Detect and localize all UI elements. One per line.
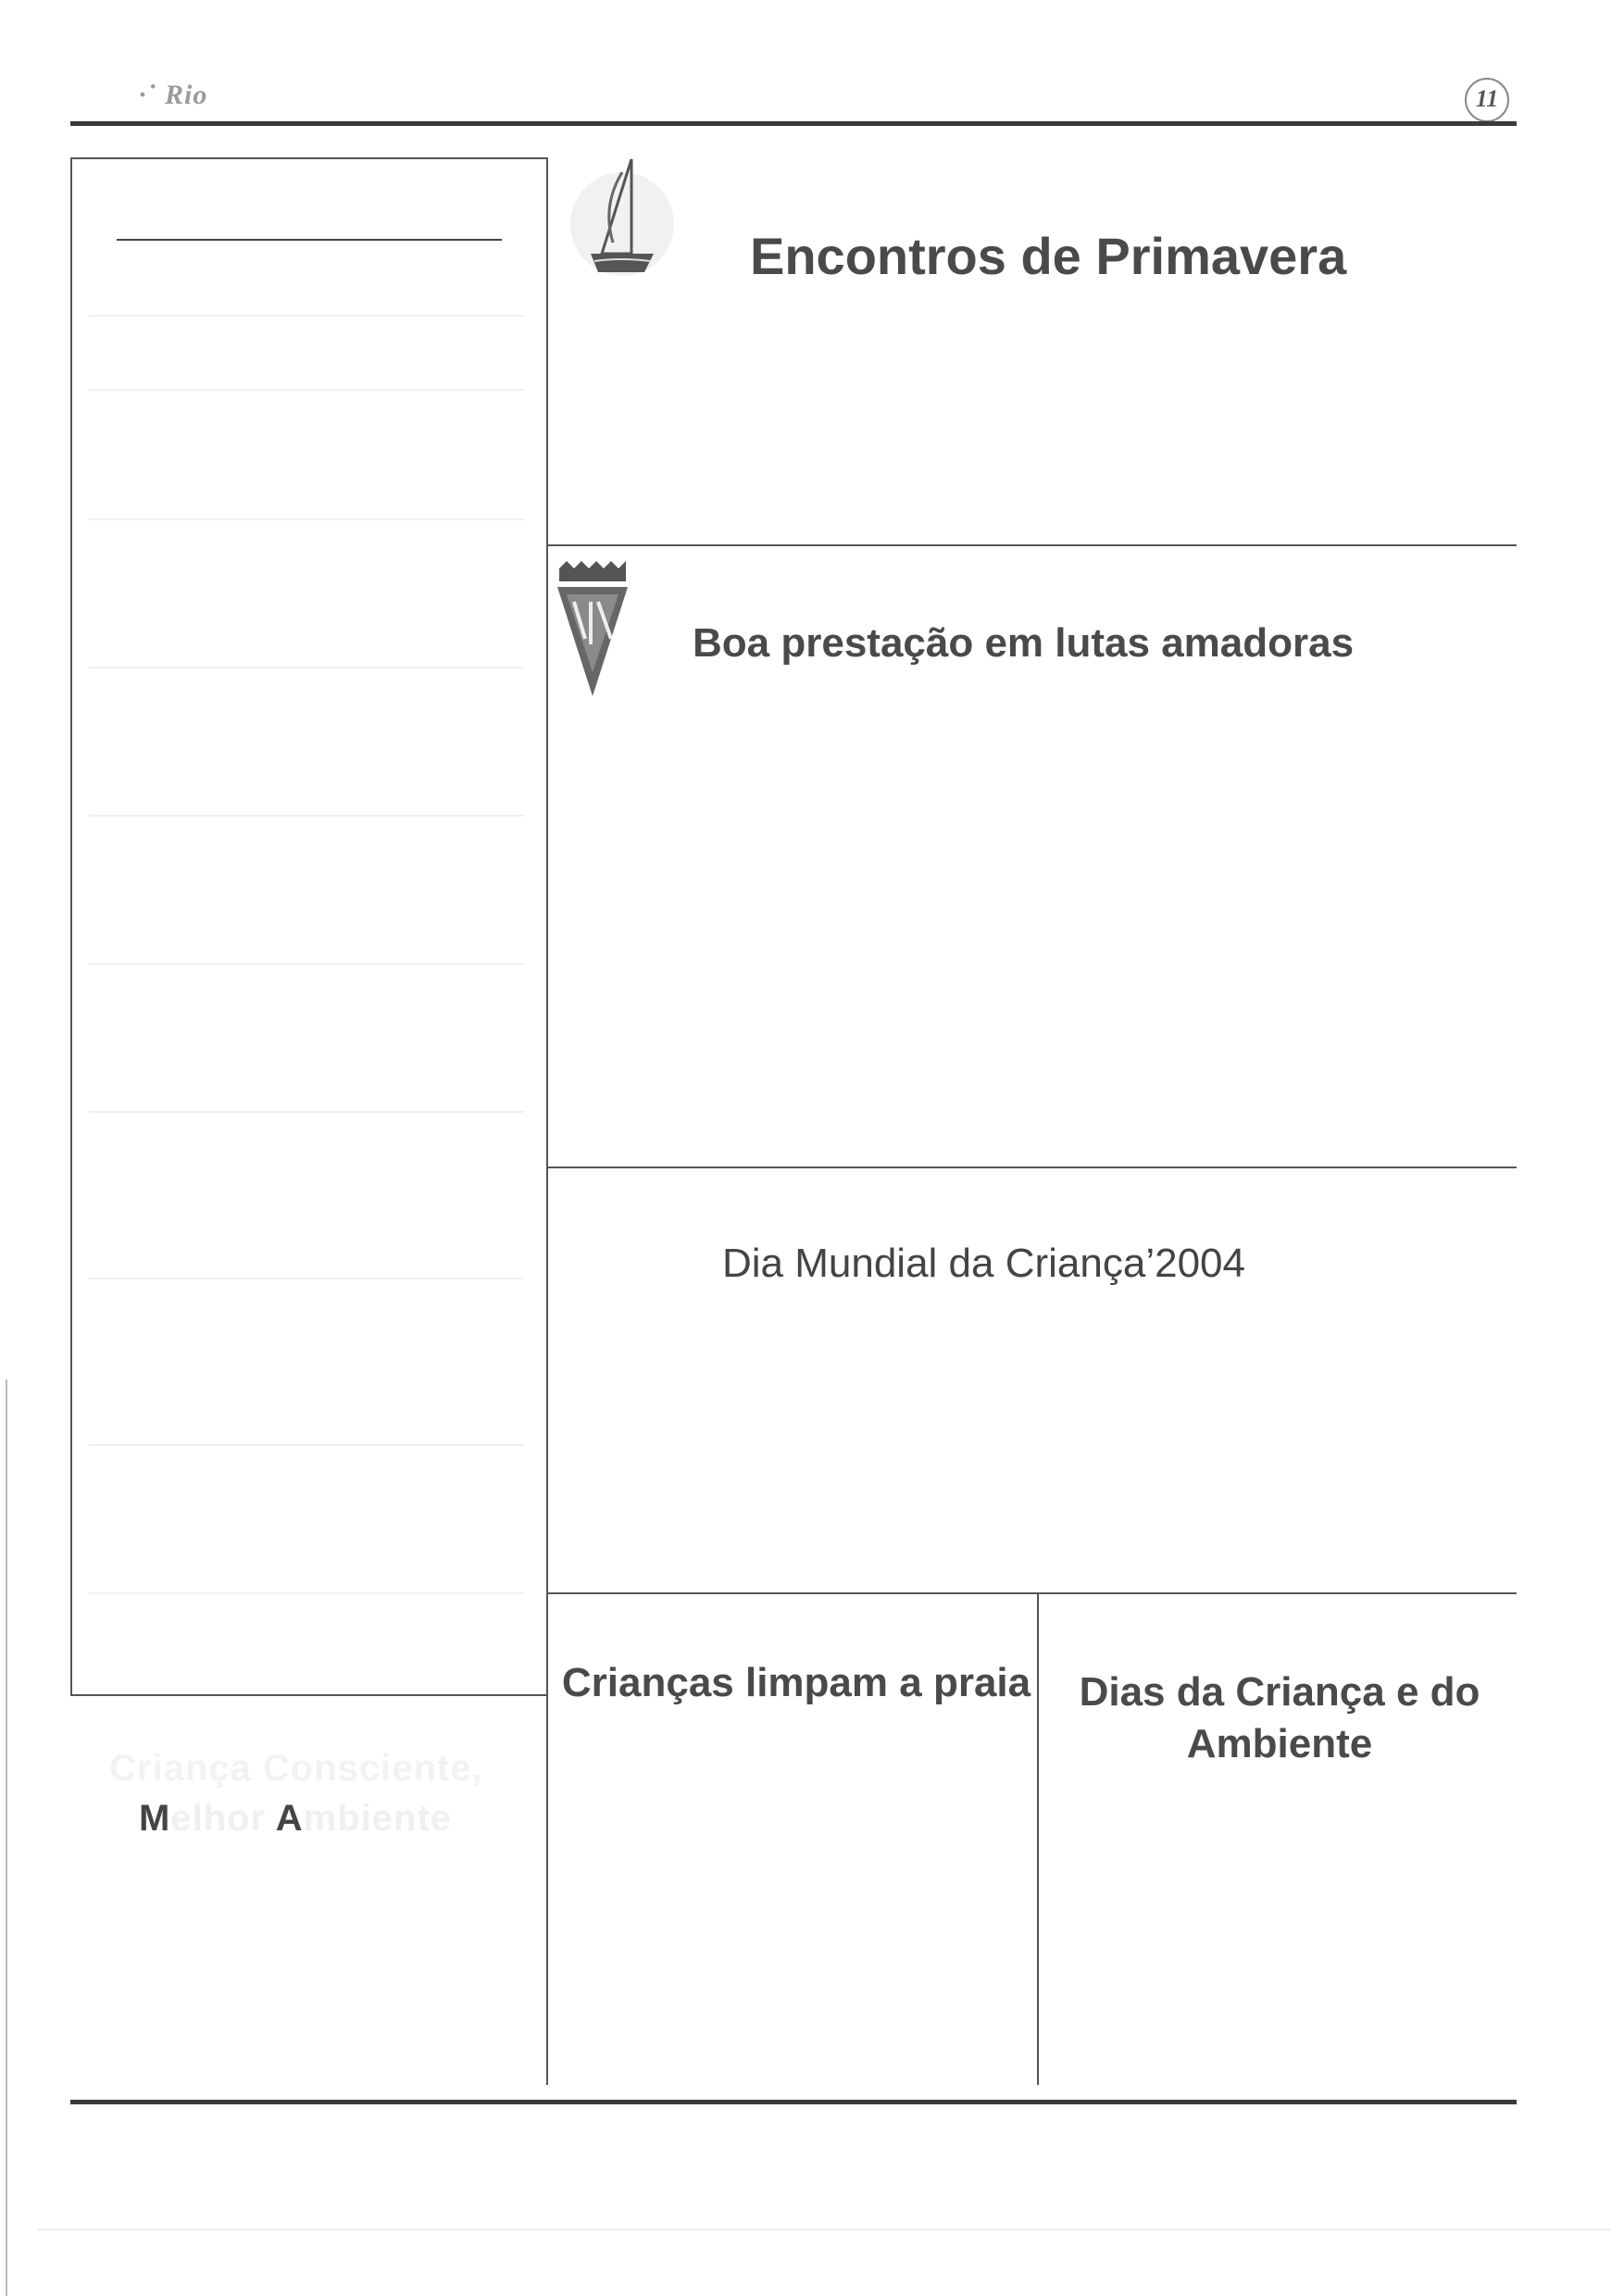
article-headline: Dia Mundial da Criança’2004 <box>722 1241 1245 1286</box>
article-headline: Dias da Criança e do Ambiente <box>1079 1669 1480 1766</box>
scan-edge <box>37 2229 1611 2230</box>
faded-text-line <box>89 667 524 668</box>
motto-word2-rest: mbiente <box>303 1798 453 1839</box>
article-headline: Encontros de Primavera <box>750 227 1347 285</box>
sidebar-left-border <box>70 157 72 1696</box>
sparkle-icon: ∙˙ <box>139 80 165 110</box>
faded-text-line <box>89 315 524 317</box>
article-separator <box>548 544 1517 546</box>
page-number: 11 <box>1465 78 1509 122</box>
sidebar-title-rule <box>117 239 502 241</box>
sidebar-motto-line1: Criança Consciente, <box>109 1748 483 1789</box>
motto-initial-m: M <box>139 1798 171 1839</box>
publication-name: ∙˙ Rio <box>139 80 208 110</box>
faded-text-line <box>89 815 524 817</box>
faded-text-line <box>89 1278 524 1279</box>
motto-word1-rest: elhor <box>170 1798 267 1839</box>
article-separator <box>548 1167 1517 1168</box>
footer-rule <box>70 2100 1517 2104</box>
masthead-rule <box>70 121 1517 126</box>
faded-text-line <box>89 1444 524 1446</box>
article-headline: Boa prestação em lutas amadoras <box>693 620 1355 666</box>
article-separator <box>548 1592 1517 1594</box>
sidebar-motto-line2 <box>139 1798 452 1840</box>
article-headline: Crianças limpam a praia <box>561 1660 1031 1705</box>
faded-text-line <box>89 389 524 391</box>
column-divider <box>546 157 548 2085</box>
faded-text-line <box>89 1111 524 1113</box>
sidebar-bottom-border <box>70 1694 548 1696</box>
club-crest-icon <box>554 561 631 700</box>
sidebar-top-border <box>70 157 548 159</box>
scan-edge <box>6 1379 7 2296</box>
faded-text-line <box>89 963 524 965</box>
faded-text-line <box>89 518 524 520</box>
faded-text-line <box>89 1592 524 1594</box>
motto-initial-a: A <box>275 1798 304 1839</box>
sailboat-logo <box>565 150 674 289</box>
